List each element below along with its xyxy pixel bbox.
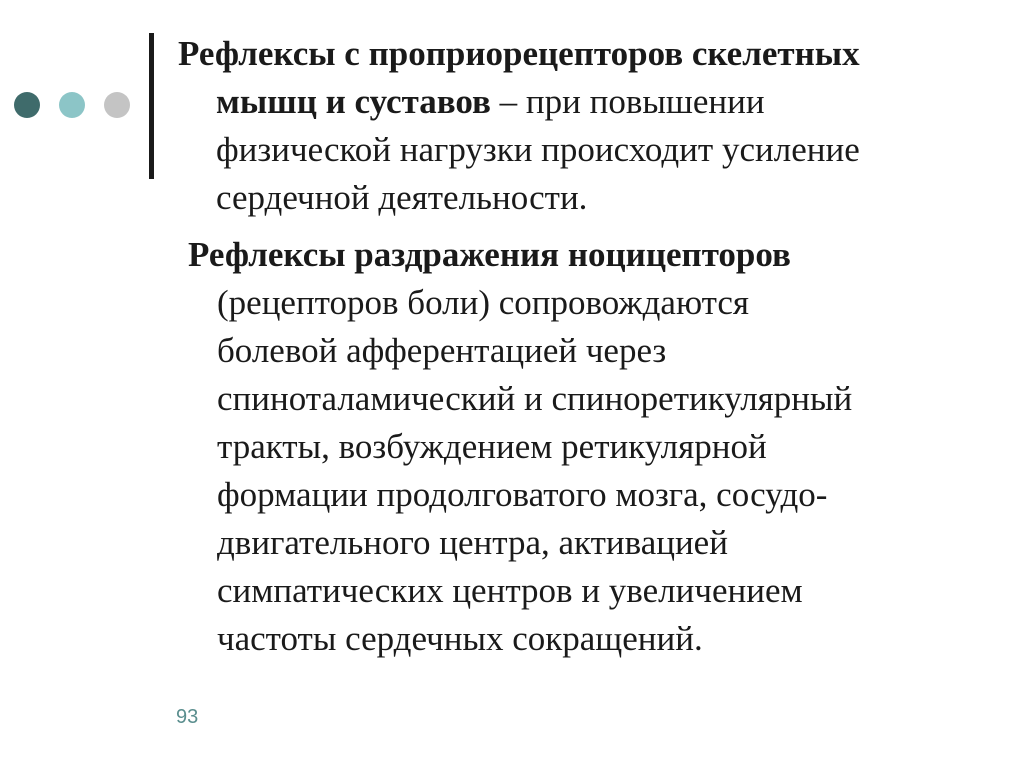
bold-text: мышц и суставов [216, 82, 491, 121]
paragraph-line [178, 519, 968, 567]
paragraph-line [178, 423, 968, 471]
paragraph-line [178, 375, 968, 423]
body-text: формации продолговатого мозга, сосудо- [217, 475, 828, 514]
body-text: – при повышении [490, 82, 765, 121]
paragraph-line [178, 471, 968, 519]
paragraph-proprioceptor-reflexes [178, 30, 968, 222]
paragraph-line [178, 567, 968, 615]
body-text: симпатических центров и увеличением [217, 571, 803, 610]
body-text: физической нагрузки происходит усиление [216, 130, 860, 169]
body-text: (рецепторов боли) сопровождаются [217, 283, 749, 322]
paragraph-line [178, 279, 968, 327]
body-text: частоты сердечных сокращений. [217, 619, 703, 658]
page-number: 93 [176, 706, 199, 728]
paragraph-line [178, 30, 968, 78]
body-text: двигательного центра, активацией [217, 523, 728, 562]
bold-text: Рефлексы с проприорецепторов скелетных [178, 34, 860, 73]
paragraph-line [178, 231, 968, 279]
body-text: спиноталамический и спиноретикулярный [217, 379, 853, 418]
paragraph-line [178, 126, 968, 174]
bold-text: Рефлексы раздражения ноцицепторов [188, 235, 791, 274]
paragraph-nociceptor-reflexes [178, 231, 968, 663]
body-text: болевой афферентацией через [217, 331, 667, 370]
paragraph-line [178, 615, 968, 663]
paragraph-line [178, 327, 968, 375]
paragraph-line [178, 174, 968, 222]
paragraph-line [178, 78, 968, 126]
body-text: тракты, возбуждением ретикулярной [217, 427, 767, 466]
body-text: сердечной деятельности. [216, 178, 588, 217]
